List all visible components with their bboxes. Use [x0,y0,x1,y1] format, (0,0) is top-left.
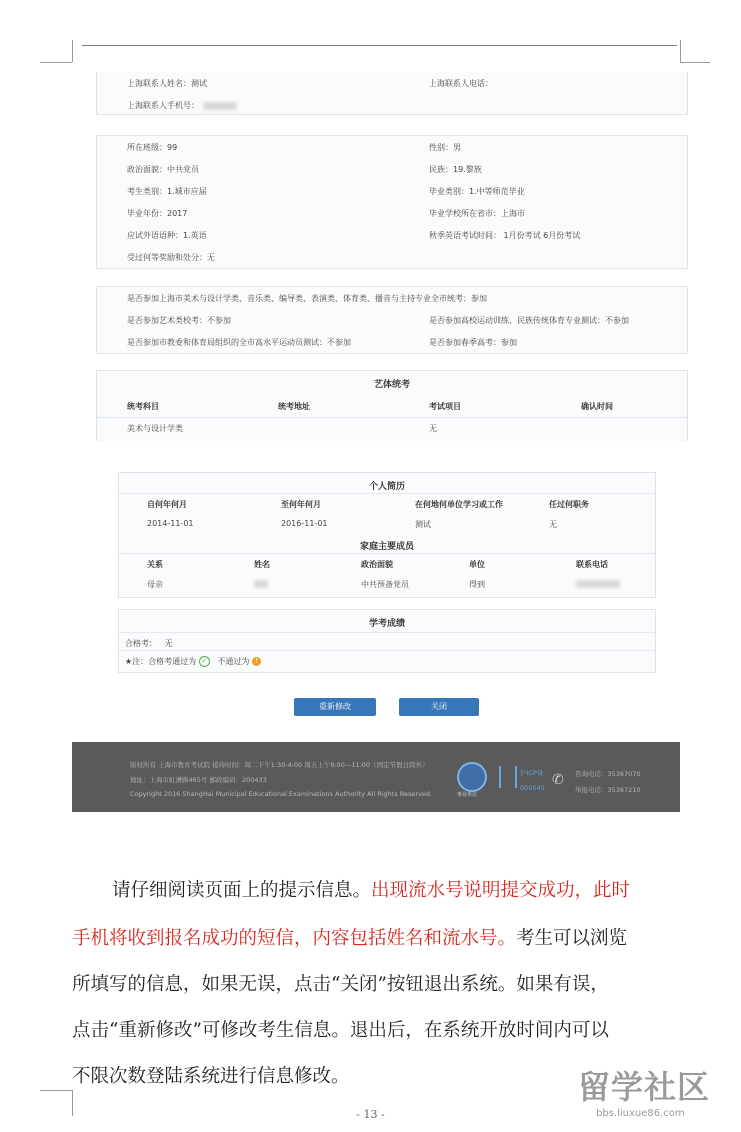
paragraph-line-5: 不限次数登陆系统进行信息修改。 [72,1066,350,1087]
paragraph-line-4: 点击“重新修改”可修改考生信息。退出后，在系统开放时间内可以 [72,1020,609,1041]
resume-title: 个人简历 [368,482,405,492]
table-cell: 测试 [415,520,431,529]
exam-options-section [96,286,688,354]
contact-name: 上海联系人姓名：测试 [127,79,207,88]
table-header: 统考科目 [127,402,159,411]
table-cell: 中共预备党员 [361,580,409,589]
table-header: 任过何职务 [549,500,589,509]
language-field: 应试外语语种：1.英语 [127,231,207,240]
icp-number: 000545 [520,784,545,792]
table-cell: 得到 [469,580,485,589]
grad-year-field: 毕业年份：2017 [127,209,188,218]
divider [119,632,655,633]
table-header: 至何年何月 [281,500,321,509]
table-header: 单位 [469,560,485,569]
table-cell [576,579,620,588]
redacted-value [254,580,268,588]
table-header: 联系电话 [576,560,608,569]
warning-icon: ! [252,657,261,666]
table-cell: 美术与设计学类 [127,424,183,433]
award-field: 受过何等奖励和处分：无 [127,253,215,262]
modify-button[interactable]: 重新修改 [294,698,376,716]
table-cell: 无 [429,424,437,433]
paragraph-line-2: 手机将收到报名成功的短信，内容包括姓名和流水号。考生可以浏览 [72,928,628,949]
class-field: 所在班级：99 [127,143,178,152]
grad-type-field: 毕业类别：1.中等师范毕业 [429,187,525,196]
personal-info-section [96,135,688,269]
crop-mark [40,1090,72,1091]
watermark-url: bbs.liuxue86.com [596,1108,685,1119]
score-title: 学考成绩 [368,619,405,629]
art-exam-section [96,370,688,441]
score-section [118,609,656,673]
icp-label: 沪ICP备 [520,769,544,777]
crop-mark [680,62,710,63]
divider [119,493,655,494]
crop-mark [680,40,681,62]
table-cell: 无 [549,520,557,529]
ethnic-field: 民族：19.黎族 [429,165,482,174]
table-header: 在何地何单位学习或工作 [415,500,503,509]
table-header: 确认时间 [581,402,613,411]
art-unified-field: 是否参加上海市美术与设计学类、音乐类、编导类、表演类、体育类、播音与主持专业全市统考：参加 [127,294,487,303]
header-rule [82,45,677,46]
check-icon: ✓ [199,656,210,667]
phone-icon: ✆ [552,772,564,788]
pass-exam-field: 合格考： 无 [125,639,173,648]
page-number: - 13 - [356,1108,385,1121]
footer-address: 地址：上海市虹漕路465号 邮政编码：200433 [130,776,267,784]
crop-mark [40,62,72,63]
contact-section [96,72,688,115]
table-header: 关系 [147,560,163,569]
divider [119,650,655,651]
table-cell: 2016-11-01 [281,519,328,528]
footer-copyright-line: 版权所有 上海市教育考试院 接待时间：周二下午1:30-4:00 周五上午9:00—11:00（国定节假日除外） [130,761,429,769]
table-header: 统考地址 [278,402,310,411]
category-field: 考生类别：1.城市应届 [127,187,207,196]
table-header: 政治面貌 [361,560,393,569]
spring-exam-field: 是否参加春季高考：参加 [429,338,517,347]
watermark: 留学社区 [578,1068,711,1106]
score-note: ★注：合格考通过为 ✓ 不通过为 ! [125,656,261,667]
footer-copyright: Copyright 2016 ShangHai Municipal Educational Examinations Authority All Rights Reserved. [130,790,433,798]
contact-phone: 上海联系人电话： [429,79,493,88]
table-header: 考试项目 [429,402,461,411]
screenshot-registration-info [72,72,680,440]
athlete-field: 是否参加市教委和体育局组织的全市高水平运动员测试：不参加 [127,338,351,347]
redacted-value [576,580,620,588]
police-badge-icon [499,766,517,788]
table-cell: 2014-11-01 [147,519,194,528]
redacted-value [203,102,237,110]
report-phone: 举报电话：35367210 [575,786,641,794]
resume-section [118,472,656,598]
divider [119,553,655,554]
institution-badge-icon [457,762,487,792]
table-header: 自何年何月 [147,500,187,509]
consult-phone: 咨询电话：35367070 [575,770,641,778]
art-school-field: 是否参加艺术类校考：不参加 [127,316,231,325]
table-header: 姓名 [254,560,270,569]
art-exam-title: 艺体统考 [373,380,410,390]
crop-mark [72,40,73,62]
site-footer [72,742,680,812]
gender-field: 性别：男 [429,143,461,152]
table-cell [254,579,268,588]
paragraph-line-1: 请仔细阅读页面上的提示信息。出现流水号说明提交成功，此时 [112,880,631,901]
school-city-field: 毕业学校所在省市：上海市 [429,209,525,218]
divider [97,417,687,418]
sports-field: 是否参加高校运动训练、民族传统体育专业测试：不参加 [429,316,629,325]
close-button[interactable]: 关闭 [399,698,479,716]
screenshot-resume-and-actions [72,460,680,742]
family-title: 家庭主要成员 [359,542,414,552]
contact-mobile: 上海联系人手机号： [127,100,237,111]
paragraph-line-3: 所填写的信息，如果无误，点击“关闭”按钮退出系统。如果有误， [72,974,609,995]
politics-field: 政治面貌：中共党员 [127,165,199,174]
table-cell: 母亲 [147,580,163,589]
english-time-field: 秋季英语考试时间： 1月份考试 6月份考试 [429,231,581,240]
badge-label: 事业单位 [457,792,478,798]
